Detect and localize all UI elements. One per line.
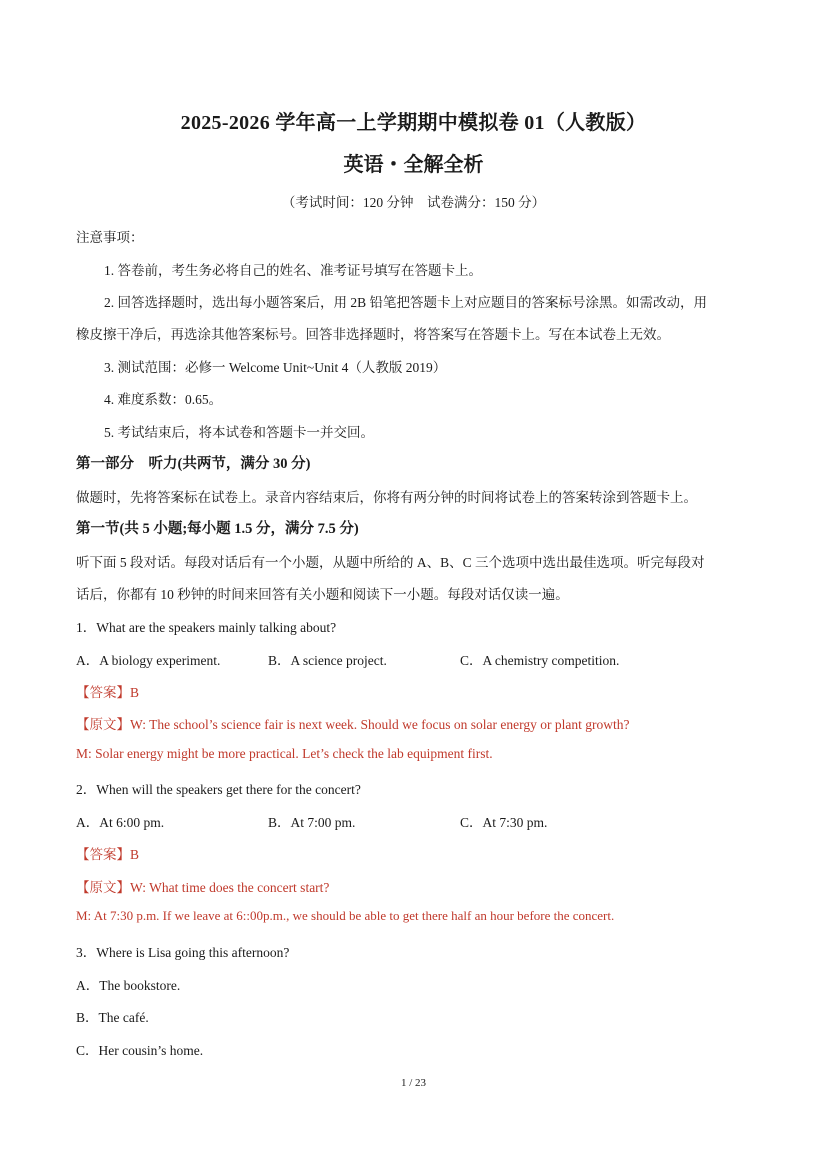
- part1-heading: 第一部分 听力(共两节，满分 30 分): [76, 456, 311, 472]
- note-item-5: 5. 考试结束后，将本试卷和答题卡一并交回。: [104, 425, 374, 440]
- question-3-option-c: C．Her cousin’s home.: [76, 1043, 204, 1058]
- question-1-option-c: C．A chemistry competition.: [460, 653, 620, 668]
- script-label: 【原文】: [76, 717, 130, 732]
- page-number: 1 / 23: [400, 1077, 427, 1089]
- question-1-stem: 1．What are the speakers mainly talking about?: [76, 620, 337, 635]
- page-subtitle: 英语・全解全析: [343, 154, 484, 176]
- page-title: 2025-2026 学年高一上学期期中模拟卷 01（人教版）: [180, 112, 647, 134]
- note-item-2: 2. 回答选择题时，选出每小题答案后，用 2B 铅笔把答题卡上对应题目的答案标号涂黑。如需改动，用: [104, 295, 708, 310]
- question-2-stem: 2．When will the speakers get there for the concert?: [76, 782, 361, 797]
- section1-heading: 第一节(共 5 小题;每小题 1.5 分，满分 7.5 分): [76, 521, 359, 537]
- note-item-2-continued: 橡皮擦干净后，再选涂其他答案标号。回答非选择题时，将答案写在答题卡上。写在本试卷上无效。: [76, 327, 670, 342]
- note-item-1: 1. 答卷前，考生务必将自己的姓名、准考证号填写在答题卡上。: [104, 263, 482, 278]
- question-2-option-c: C．At 7:30 pm.: [460, 815, 548, 830]
- question-2-script-line2: M: At 7:30 p.m. If we leave at 6::00p.m., we should be able to get there half an hour before the concert.: [76, 908, 615, 923]
- exam-info: （考试时间：120 分钟 试卷满分：150 分）: [281, 195, 546, 210]
- section1-instruction-line2: 话后，你都有 10 秒钟的时间来回答有关小题和阅读下一小题。每段对话仅读一遍。: [76, 587, 569, 602]
- question-1-script-line1: [76, 713, 630, 733]
- question-2-answer: 【答案】B: [76, 847, 140, 862]
- question-3-option-a: A．The bookstore.: [76, 978, 181, 993]
- question-1-script-line2: M: Solar energy might be more practical. Let’s check the lab equipment first.: [76, 746, 493, 761]
- note-item-3: 3. 测试范围：必修一 Welcome Unit~Unit 4（人教版 2019）: [104, 360, 447, 375]
- question-3-option-b: B．The café.: [76, 1010, 149, 1025]
- question-1-option-b: B．A science project.: [268, 653, 387, 668]
- script-text: W: What time does the concert start?: [130, 880, 330, 895]
- question-2-script-line1: [76, 876, 329, 896]
- question-2-option-b: B．At 7:00 pm.: [268, 815, 356, 830]
- part1-instruction: 做题时，先将答案标在试卷上。录音内容结束后，你将有两分钟的时间将试卷上的答案转涂到答题卡上。: [76, 490, 697, 505]
- script-label: 【原文】: [76, 880, 130, 895]
- section1-instruction-line1: 听下面 5 段对话。每段对话后有一个小题，从题中所给的 A、B、C 三个选项中选出最佳选项。听完每段对: [76, 555, 705, 570]
- question-2-option-a: A．At 6:00 pm.: [76, 815, 165, 830]
- question-1-answer: 【答案】B: [76, 685, 140, 700]
- notes-heading: 注意事项：: [76, 230, 144, 245]
- note-item-4: 4. 难度系数：0.65。: [104, 392, 223, 407]
- script-text: W: The school’s science fair is next week. Should we focus on solar energy or plant growth?: [130, 717, 630, 732]
- question-3-stem: 3．Where is Lisa going this afternoon?: [76, 945, 290, 960]
- question-1-option-a: A．A biology experiment.: [76, 653, 221, 668]
